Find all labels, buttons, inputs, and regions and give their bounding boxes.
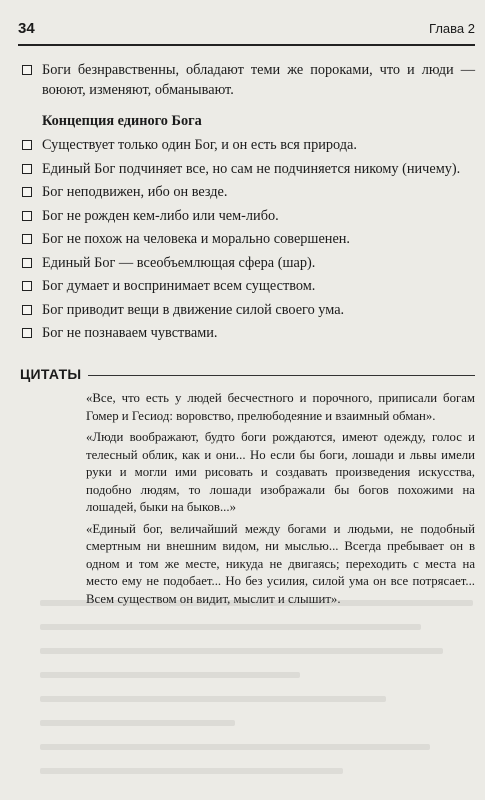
- checkbox-bullet-icon: [22, 281, 32, 291]
- list-item-text: Единый Бог подчиняет все, но сам не подчиняется никому (ничему).: [42, 160, 461, 177]
- list-item: [20, 60, 475, 100]
- checkbox-bullet-icon: [22, 305, 32, 315]
- list-item: [20, 276, 475, 296]
- list-item: [20, 300, 475, 320]
- checkbox-bullet-icon: [22, 187, 32, 197]
- list-item-text: Боги безнравственны, обладают теми же пороками, что и люди — воюют, изменяют, обманывают.: [42, 62, 475, 98]
- list-item-text: Бог не похож на человека и морально совершенен.: [42, 231, 351, 247]
- main-content: [20, 60, 475, 347]
- quote: «Все, что есть у людей бесчестного и порочного, приписали богам Гомер и Гесиод: воровство, прелюбодеяние и взаимный обман».: [86, 391, 475, 423]
- section-title: ЦИТАТЫ: [20, 366, 82, 382]
- section-divider: [88, 375, 475, 376]
- list-item-text: Единый Бог — всеобъемлющая сфера (шар).: [42, 254, 316, 271]
- page-number: 34: [18, 20, 35, 37]
- checkbox-bullet-icon: [22, 164, 32, 174]
- checkbox-bullet-icon: [22, 234, 32, 244]
- list-item: [20, 135, 475, 155]
- checkbox-bullet-icon: [22, 211, 32, 221]
- checkbox-bullet-icon: [22, 65, 32, 75]
- intro-bullet-list: [20, 60, 475, 100]
- list-item: [20, 206, 475, 226]
- list-item: [20, 159, 475, 179]
- page-header: [18, 18, 475, 46]
- checkbox-bullet-icon: [22, 328, 32, 338]
- list-item-text: Бог не рожден кем-либо или чем-либо.: [42, 207, 279, 224]
- quote: «Единый бог, величайший между богами и людьми, не подобный смертным ни внешним видом, ни мыслью... Всегда пребывает он в одном и том же месте, никуда не двигаясь; переходить с места на место ему не подобает... Но без усилия, силой ума он все потрясает... Всем существом он видит, мыслит и слышит».: [86, 521, 475, 606]
- list-item-text: Бог приводит вещи в движение силой своего ума.: [42, 301, 345, 318]
- list-item-text: Бог неподвижен, ибо он везде.: [42, 184, 228, 200]
- quotes-block: [86, 390, 475, 612]
- quotes-section-header: [20, 366, 475, 386]
- checkbox-bullet-icon: [22, 258, 32, 268]
- checkbox-bullet-icon: [22, 140, 32, 150]
- concept-bullet-list: [20, 135, 475, 343]
- list-item-text: Существует только один Бог, и он есть вся природа.: [42, 137, 357, 153]
- chapter-label: Глава 2: [429, 21, 475, 36]
- quote: «Люди воображают, будто боги рождаются, имеют одежду, голос и телесный облик, как и они... Но если бы боги, лошади и львы имели руки и могли ими рисовать и создавать произведения искусства, подобно людям, то лошади изображали бы богов похожими на лошадей, быки на быков...»: [86, 430, 475, 514]
- list-item-text: Бог не познаваем чувствами.: [42, 325, 218, 341]
- list-item: [20, 229, 475, 249]
- bleed-through-texture: [40, 600, 473, 780]
- list-item-text: Бог думает и воспринимает всем существом.: [42, 278, 316, 294]
- list-item: [20, 253, 475, 273]
- concept-heading: Концепция единого Бога: [42, 113, 202, 129]
- list-item: [20, 182, 475, 202]
- list-item: [20, 323, 475, 343]
